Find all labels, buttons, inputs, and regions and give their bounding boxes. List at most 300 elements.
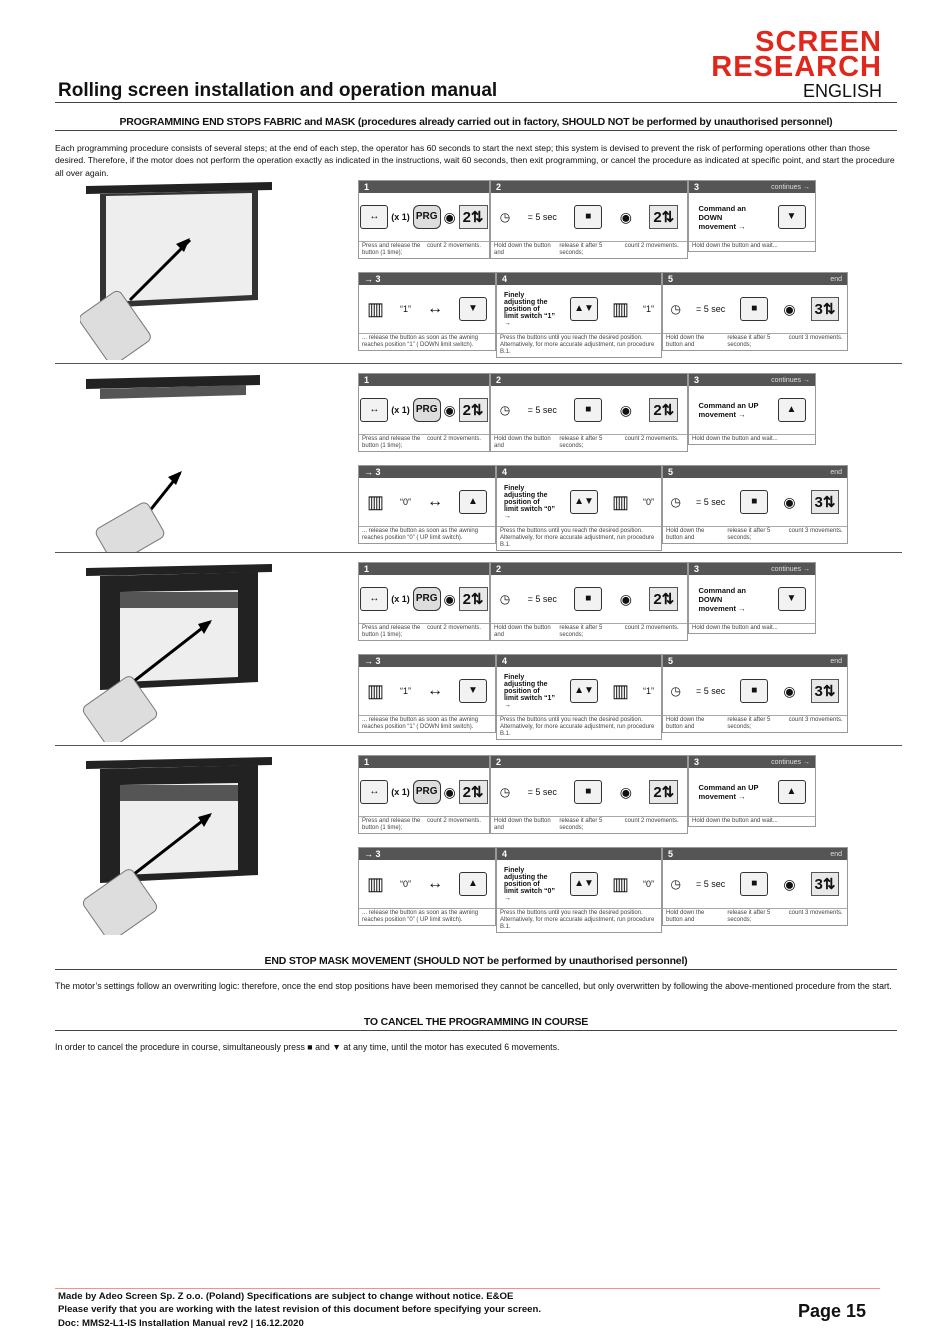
awning-icon: ▥	[611, 873, 629, 894]
stop-button-icon: ■	[574, 398, 602, 422]
step-caption: Hold down the button and	[666, 910, 705, 923]
step-body	[497, 478, 661, 527]
step-caption: Hold down the button and	[666, 717, 705, 730]
step-1	[358, 373, 490, 452]
step-caption: count 2 movements.	[427, 436, 482, 442]
direction-button-icon: ▼	[459, 297, 487, 321]
section-rule	[55, 1030, 897, 1031]
step-3-continued	[358, 847, 496, 926]
step-3	[688, 180, 816, 252]
step-caption: Hold down the button and	[666, 528, 705, 541]
eye-icon: ◉	[783, 300, 796, 317]
footer-line3: Doc: MMS2-L1-IS Installation Manual rev2 | 16.12.2020	[58, 1317, 304, 1329]
step-captions	[359, 242, 489, 258]
procedure-divider	[55, 552, 902, 553]
step-caption: ... release the button as soon as the awning reaches position “0” ( UP limit switch).	[362, 910, 479, 923]
step-number: 2	[496, 182, 502, 192]
step-number: → 3	[364, 656, 381, 666]
section-title-mask-movement: END STOP MASK MOVEMENT (SHOULD NOT be performed by unauthorised personnel)	[264, 955, 688, 967]
step-number: 5	[668, 274, 674, 284]
press-count: (x 1)	[391, 594, 410, 604]
step-captions	[359, 527, 495, 543]
prg-button-icon: PRG	[413, 398, 441, 422]
double-arrow-icon: ↔	[360, 398, 388, 422]
step-captions	[359, 334, 495, 350]
procedure-divider	[55, 745, 902, 746]
prg-button-icon: PRG	[413, 587, 441, 611]
step-captions	[491, 817, 687, 833]
timer-label: = 5 sec	[696, 304, 726, 314]
arrow-icon: ↔	[426, 682, 443, 699]
brand-logo	[711, 26, 882, 83]
command-label: Command an DOWN movement →	[698, 585, 747, 613]
stop-button-icon: ■	[740, 490, 768, 514]
up-down-buttons-icon: ▲▼	[570, 679, 598, 703]
prg-button-icon: PRG	[413, 780, 441, 804]
step-3	[688, 373, 816, 445]
step-note: end	[830, 657, 842, 665]
screen-illustration	[80, 755, 280, 940]
step-number: 2	[496, 564, 502, 574]
step-body	[689, 386, 815, 435]
command-label: Command an UP movement →	[698, 783, 759, 801]
step-caption: count 2 movements.	[427, 243, 482, 249]
movement-count: 2⇅	[649, 205, 678, 229]
step-5	[662, 847, 848, 926]
step-3-continued	[358, 654, 496, 733]
footer-line2: Please verify that you are working with the latest revision of this document before specifying your screen.	[58, 1304, 542, 1316]
header-rule	[55, 102, 897, 103]
step-caption: ... release the button as soon as the awning reaches position “1” ( DOWN limit switch).	[362, 717, 479, 730]
step-body	[663, 860, 847, 909]
step-caption: release it after 5 seconds;	[559, 436, 603, 449]
section-rule	[55, 130, 897, 131]
timer-label: = 5 sec	[696, 686, 726, 696]
step-header	[689, 563, 815, 575]
step-captions	[491, 435, 687, 451]
movement-count: 3⇅	[811, 872, 840, 896]
step-header	[663, 466, 847, 478]
movement-count: 2⇅	[649, 587, 678, 611]
position-label: “0”	[399, 879, 411, 889]
step-note: continues →	[771, 183, 810, 191]
stop-button-icon: ■	[574, 587, 602, 611]
step-number: 1	[364, 564, 370, 574]
step-captions	[663, 909, 847, 925]
step-number: 4	[502, 656, 508, 666]
section-text-programming: Each programming procedure consists of several steps; at the end of each step, the operator has 60 seconds to start the next step; this system is devised to prevent the risk of performing operations other than those desired. Therefore, if the motor does not perform the operation exactly as indicated in the instructions, wait 60 seconds, then exit programming, or cancel the procedure as indicated at specific point, and start the procedure all over again.	[55, 143, 895, 178]
step-caption: Press the buttons until you reach the desired position. Alternatively, for more accurate adjustment, run procedure B.1.	[500, 335, 655, 355]
fine-adjust-label: Finely adjusting the position of limit switch “0” →	[503, 866, 555, 902]
stop-button-icon: ■	[740, 679, 768, 703]
procedure-divider	[55, 363, 902, 364]
step-captions	[663, 716, 847, 732]
awning-icon: ▥	[366, 873, 384, 894]
step-number: 2	[496, 757, 502, 767]
up-down-buttons-icon: ▲▼	[570, 872, 598, 896]
timer-icon: ◷	[499, 210, 511, 224]
step-number: 1	[364, 757, 370, 767]
step-captions	[663, 334, 847, 350]
step-4	[496, 465, 662, 551]
step-1	[358, 562, 490, 641]
step-body	[497, 285, 661, 334]
step-caption: count 2 movements.	[624, 436, 679, 442]
direction-button-icon: ▲	[459, 872, 487, 896]
step-caption: Hold down the button and wait...	[692, 436, 778, 442]
step-captions	[689, 435, 815, 444]
step-number: → 3	[364, 274, 381, 284]
step-number: 4	[502, 849, 508, 859]
step-captions	[491, 624, 687, 640]
movement-count: 2⇅	[459, 398, 488, 422]
step-number: 5	[668, 849, 674, 859]
step-body	[663, 478, 847, 527]
double-arrow-icon: ↔	[360, 205, 388, 229]
eye-icon: ◉	[619, 208, 632, 225]
movement-count: 2⇅	[649, 398, 678, 422]
fine-adjust-label: Finely adjusting the position of limit switch “1” →	[503, 291, 555, 327]
up-down-buttons-icon: ▲▼	[570, 297, 598, 321]
step-caption: count 3 movements.	[788, 717, 843, 723]
awning-icon: ▥	[366, 491, 384, 512]
step-body	[689, 193, 815, 242]
step-header	[491, 756, 687, 768]
step-3	[688, 755, 816, 827]
step-5	[662, 465, 848, 544]
step-header	[497, 848, 661, 860]
timer-label: = 5 sec	[527, 405, 557, 415]
timer-label: = 5 sec	[527, 787, 557, 797]
step-1	[358, 755, 490, 834]
eye-icon: ◉	[619, 783, 632, 800]
step-body	[663, 667, 847, 716]
step-caption: Press the buttons until you reach the desired position. Alternatively, for more accurate adjustment, run procedure B.1.	[500, 910, 655, 930]
timer-label: = 5 sec	[527, 212, 557, 222]
step-captions	[689, 242, 815, 251]
press-count: (x 1)	[391, 787, 410, 797]
step-2	[490, 180, 688, 259]
screen-illustration	[80, 562, 280, 747]
step-caption: Hold down the button and	[494, 818, 551, 831]
step-3	[688, 562, 816, 634]
step-header	[359, 374, 489, 386]
step-caption: count 2 movements.	[624, 243, 679, 249]
step-caption: count 2 movements.	[624, 818, 679, 824]
step-caption: Hold down the button and	[666, 335, 705, 348]
step-captions	[359, 435, 489, 451]
step-5	[662, 272, 848, 351]
step-captions	[497, 527, 661, 550]
step-header	[689, 756, 815, 768]
step-note: continues →	[771, 565, 810, 573]
step-header	[359, 563, 489, 575]
step-number: 1	[364, 375, 370, 385]
stop-button-icon: ■	[740, 872, 768, 896]
direction-button-icon: ▼	[778, 587, 806, 611]
step-caption: ... release the button as soon as the awning reaches position “1” ( DOWN limit switch).	[362, 335, 479, 348]
timer-label: = 5 sec	[696, 497, 726, 507]
step-body	[359, 285, 495, 334]
direction-button-icon: ▲	[459, 490, 487, 514]
step-caption: release it after 5 seconds;	[559, 818, 603, 831]
timer-icon: ◷	[499, 592, 511, 606]
step-captions	[359, 716, 495, 732]
step-number: → 3	[364, 849, 381, 859]
step-header	[359, 848, 495, 860]
step-2	[490, 373, 688, 452]
step-caption: Press the buttons until you reach the desired position. Alternatively, for more accurate adjustment, run procedure B.1.	[500, 528, 655, 548]
double-arrow-icon: ↔	[360, 587, 388, 611]
step-5	[662, 654, 848, 733]
step-caption: count 2 movements.	[624, 625, 679, 631]
step-caption: release it after 5 seconds;	[727, 528, 771, 541]
movement-count: 2⇅	[459, 587, 488, 611]
step-header	[689, 181, 815, 193]
step-body	[497, 667, 661, 716]
step-caption: Hold down the button and	[494, 436, 551, 449]
step-header	[359, 273, 495, 285]
position-label: “1”	[399, 686, 411, 696]
step-body	[491, 193, 687, 242]
step-captions	[663, 527, 847, 543]
step-caption: count 3 movements.	[788, 335, 843, 341]
eye-icon: ◉	[783, 875, 796, 892]
step-body	[359, 386, 489, 435]
step-note: end	[830, 468, 842, 476]
position-label: “1”	[399, 304, 411, 314]
step-caption: Press and release the button (1 time);	[362, 436, 421, 449]
step-caption: Press and release the button (1 time);	[362, 243, 421, 256]
step-body	[359, 478, 495, 527]
eye-icon: ◉	[619, 590, 632, 607]
step-caption: count 3 movements.	[788, 910, 843, 916]
stop-button-icon: ■	[740, 297, 768, 321]
step-captions	[497, 716, 661, 739]
step-header	[497, 273, 661, 285]
timer-icon: ◷	[670, 495, 681, 509]
step-3-continued	[358, 272, 496, 351]
step-number: 1	[364, 182, 370, 192]
position-label: “1”	[642, 304, 654, 314]
position-label: “0”	[642, 879, 654, 889]
command-label: Command an DOWN movement →	[698, 203, 747, 231]
step-header	[491, 374, 687, 386]
step-body	[359, 193, 489, 242]
step-header	[359, 655, 495, 667]
step-2	[490, 562, 688, 641]
eye-icon: ◉	[443, 783, 456, 800]
step-number: 4	[502, 274, 508, 284]
step-body	[497, 860, 661, 909]
section-title-cancel: TO CANCEL THE PROGRAMMING IN COURSE	[363, 1016, 589, 1028]
timer-icon: ◷	[670, 302, 681, 316]
timer-icon: ◷	[499, 785, 511, 799]
arrow-icon: ↔	[426, 875, 443, 892]
step-header	[663, 848, 847, 860]
step-body	[491, 575, 687, 624]
step-caption: release it after 5 seconds;	[727, 717, 771, 730]
step-caption: count 2 movements.	[427, 625, 482, 631]
position-label: “1”	[642, 686, 654, 696]
step-caption: Press and release the button (1 time);	[362, 818, 421, 831]
step-3-continued	[358, 465, 496, 544]
step-caption: release it after 5 seconds;	[559, 625, 603, 638]
press-count: (x 1)	[391, 405, 410, 415]
step-header	[491, 181, 687, 193]
step-captions	[689, 624, 815, 633]
press-count: (x 1)	[391, 212, 410, 222]
awning-icon: ▥	[611, 491, 629, 512]
awning-icon: ▥	[611, 298, 629, 319]
eye-icon: ◉	[443, 401, 456, 418]
fine-adjust-label: Finely adjusting the position of limit switch “1” →	[503, 673, 555, 709]
step-number: 2	[496, 375, 502, 385]
timer-icon: ◷	[499, 403, 511, 417]
step-header	[359, 466, 495, 478]
step-captions	[491, 242, 687, 258]
step-captions	[497, 334, 661, 357]
step-note: end	[830, 275, 842, 283]
section-rule	[55, 969, 897, 970]
step-number: 4	[502, 467, 508, 477]
step-4	[496, 847, 662, 933]
step-body	[689, 768, 815, 817]
language-label: ENGLISH	[802, 81, 882, 101]
movement-count: 2⇅	[649, 780, 678, 804]
movement-count: 2⇅	[459, 780, 488, 804]
section-text-cancel: In order to cancel the procedure in course, simultaneously press ■ and ▼ at any time, until the motor has executed 6 movements.	[55, 1042, 560, 1052]
timer-label: = 5 sec	[527, 594, 557, 604]
step-captions	[359, 624, 489, 640]
direction-button-icon: ▲	[778, 780, 806, 804]
step-header	[663, 655, 847, 667]
page-number: Page 15	[797, 1301, 866, 1321]
footer-line1: Made by Adeo Screen Sp. Z o.o. (Poland) Specifications are subject to change without notice. E&OE	[58, 1291, 514, 1302]
movement-count: 3⇅	[811, 297, 840, 321]
section-title-programming: PROGRAMMING END STOPS FABRIC and MASK (procedures already carried out in factory, SHOULD NOT be performed by unauthorised personnel)	[119, 116, 833, 128]
step-captions	[359, 909, 495, 925]
step-number: → 3	[364, 467, 381, 477]
direction-button-icon: ▲	[778, 398, 806, 422]
screen-illustration	[80, 180, 280, 365]
step-body	[359, 768, 489, 817]
step-number: 3	[694, 182, 700, 192]
eye-icon: ◉	[443, 208, 456, 225]
document-title: Rolling screen installation and operation manual	[58, 80, 498, 101]
fine-adjust-label: Finely adjusting the position of limit switch “0” →	[503, 484, 555, 520]
step-header	[497, 466, 661, 478]
direction-button-icon: ▼	[459, 679, 487, 703]
step-caption: Hold down the button and wait...	[692, 625, 778, 631]
direction-button-icon: ▼	[778, 205, 806, 229]
timer-icon: ◷	[670, 877, 681, 891]
step-note: end	[830, 850, 842, 858]
brand-line1: SCREEN	[755, 26, 882, 58]
step-captions	[359, 817, 489, 833]
position-label: “0”	[642, 497, 654, 507]
position-label: “0”	[399, 497, 411, 507]
eye-icon: ◉	[443, 590, 456, 607]
step-caption: Hold down the button and wait...	[692, 243, 778, 249]
step-caption: Press the buttons until you reach the desired position. Alternatively, for more accurate adjustment, run procedure B.1.	[500, 717, 655, 737]
double-arrow-icon: ↔	[360, 780, 388, 804]
step-4	[496, 272, 662, 358]
step-number: 3	[694, 564, 700, 574]
arrow-icon: ↔	[426, 493, 443, 510]
step-number: 5	[668, 467, 674, 477]
movement-count: 3⇅	[811, 679, 840, 703]
step-number: 3	[694, 375, 700, 385]
step-captions	[497, 909, 661, 932]
step-header	[359, 756, 489, 768]
eye-icon: ◉	[619, 401, 632, 418]
awning-icon: ▥	[366, 298, 384, 319]
prg-button-icon: PRG	[413, 205, 441, 229]
step-note: continues →	[771, 376, 810, 384]
step-body	[663, 285, 847, 334]
step-body	[359, 860, 495, 909]
step-body	[491, 386, 687, 435]
awning-icon: ▥	[611, 680, 629, 701]
stop-button-icon: ■	[574, 780, 602, 804]
footer	[58, 1290, 541, 1330]
eye-icon: ◉	[783, 682, 796, 699]
arrow-icon: ↔	[426, 300, 443, 317]
timer-icon: ◷	[670, 684, 681, 698]
step-caption: Hold down the button and	[494, 625, 551, 638]
brand-line2: RESEARCH	[711, 50, 882, 83]
step-2	[490, 755, 688, 834]
step-caption: Hold down the button and	[494, 243, 551, 256]
stop-button-icon: ■	[574, 205, 602, 229]
timer-label: = 5 sec	[696, 879, 726, 889]
footer-rule	[55, 1288, 880, 1289]
step-number: 5	[668, 656, 674, 666]
step-caption: release it after 5 seconds;	[559, 243, 603, 256]
step-captions	[689, 817, 815, 826]
movement-count: 2⇅	[459, 205, 488, 229]
step-body	[491, 768, 687, 817]
step-header	[491, 563, 687, 575]
step-body	[689, 575, 815, 624]
step-caption: count 2 movements.	[427, 818, 482, 824]
step-header	[497, 655, 661, 667]
step-1	[358, 180, 490, 259]
step-header	[663, 273, 847, 285]
step-caption: count 3 movements.	[788, 528, 843, 534]
step-caption: Hold down the button and wait...	[692, 818, 778, 824]
step-4	[496, 654, 662, 740]
section-text-mask-movement: The motor’s settings follow an overwriting logic: therefore, once the end stop positions have been memorised they cannot be cancelled, but only overwritten by following the above-mentioned procedure from the start.	[55, 981, 892, 991]
step-number: 3	[694, 757, 700, 767]
step-header	[689, 374, 815, 386]
step-body	[359, 667, 495, 716]
step-caption: release it after 5 seconds;	[727, 335, 771, 348]
step-body	[359, 575, 489, 624]
command-label: Command an UP movement →	[698, 401, 759, 419]
screen-illustration	[80, 373, 280, 558]
awning-icon: ▥	[366, 680, 384, 701]
eye-icon: ◉	[783, 493, 796, 510]
step-caption: ... release the button as soon as the awning reaches position “0” ( UP limit switch).	[362, 528, 479, 541]
step-note: continues →	[771, 758, 810, 766]
movement-count: 3⇅	[811, 490, 840, 514]
step-caption: release it after 5 seconds;	[727, 910, 771, 923]
up-down-buttons-icon: ▲▼	[570, 490, 598, 514]
step-caption: Press and release the button (1 time);	[362, 625, 421, 638]
step-header	[359, 181, 489, 193]
